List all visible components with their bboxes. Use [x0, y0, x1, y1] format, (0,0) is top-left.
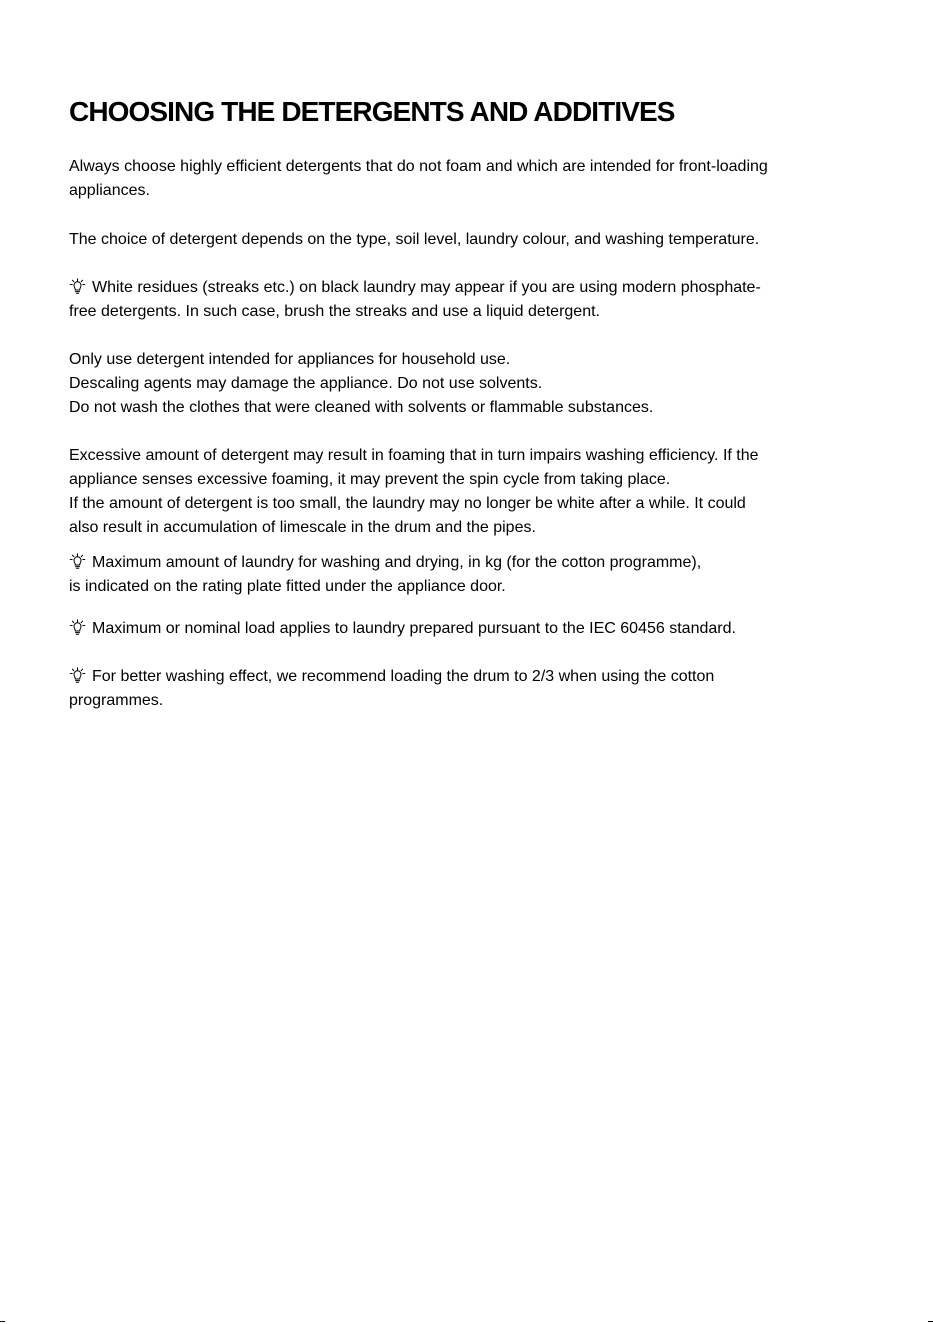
- paragraph-line: [69, 396, 653, 420]
- paragraph-line: [69, 617, 736, 641]
- line-text: free detergents. In such case, brush the streaks and use a liquid detergent.: [69, 303, 600, 320]
- tip-paragraph: [69, 276, 761, 324]
- line-text: appliance senses excessive foaming, it may prevent the spin cycle from taking place.: [69, 471, 671, 488]
- paragraph-line: [69, 492, 759, 516]
- paragraph-line: [69, 444, 759, 468]
- paragraph-line: [69, 276, 761, 300]
- lightbulb-icon: [69, 553, 86, 569]
- lightbulb-icon: [69, 619, 86, 635]
- line-text: Maximum or nominal load applies to laundry prepared pursuant to the IEC 60456 standard.: [92, 620, 736, 637]
- paragraph-line: [69, 468, 759, 492]
- lightbulb-icon: [69, 278, 86, 294]
- paragraph-line: [69, 155, 768, 179]
- paragraph-line: [69, 689, 714, 713]
- line-text: White residues (streaks etc.) on black laundry may appear if you are using modern phosphate-: [92, 279, 761, 296]
- line-text: For better washing effect, we recommend loading the drum to 2/3 when using the cotton: [92, 668, 715, 685]
- tip-paragraph: [69, 617, 736, 641]
- page-content: [69, 96, 869, 709]
- line-text: If the amount of detergent is too small, the laundry may no longer be white after a while. It could: [69, 495, 746, 512]
- tip-paragraph: [69, 665, 714, 713]
- paragraph: [69, 444, 759, 540]
- paragraph: [69, 348, 653, 420]
- paragraph-line: [69, 228, 759, 252]
- paragraph-line: [69, 575, 701, 599]
- line-text: also result in accumulation of limescale in the drum and the pipes.: [69, 519, 536, 536]
- lightbulb-icon: [69, 667, 86, 683]
- line-text: Only use detergent intended for appliances for household use.: [69, 351, 511, 368]
- line-text: The choice of detergent depends on the type, soil level, laundry colour, and washing temperature.: [69, 231, 760, 248]
- line-text: Descaling agents may damage the appliance. Do not use solvents.: [69, 375, 543, 392]
- line-text: Always choose highly efficient detergents that do not foam and which are intended for front-loading: [69, 158, 768, 175]
- line-text: appliances.: [69, 182, 150, 199]
- line-text: is indicated on the rating plate fitted under the appliance door.: [69, 578, 506, 595]
- paragraph-line: [69, 665, 714, 689]
- line-text: programmes.: [69, 692, 164, 709]
- paragraph-line: [69, 300, 761, 324]
- tip-paragraph: [69, 551, 701, 599]
- paragraph: [69, 228, 759, 252]
- crop-mark-left: [0, 1321, 5, 1322]
- paragraph-line: [69, 516, 759, 540]
- line-text: Maximum amount of laundry for washing and drying, in kg (for the cotton programme),: [92, 554, 702, 571]
- paragraph-line: [69, 551, 701, 575]
- line-text: Do not wash the clothes that were cleaned with solvents or flammable substances.: [69, 399, 654, 416]
- paragraph-line: [69, 372, 653, 396]
- line-text: Excessive amount of detergent may result in foaming that in turn impairs washing efficiency. If the: [69, 447, 759, 464]
- paragraph: [69, 155, 768, 203]
- crop-mark-right: [928, 1321, 933, 1322]
- page-title: CHOOSING THE DETERGENTS AND ADDITIVES: [69, 96, 675, 127]
- paragraph-line: [69, 348, 653, 372]
- paragraph-line: [69, 179, 768, 203]
